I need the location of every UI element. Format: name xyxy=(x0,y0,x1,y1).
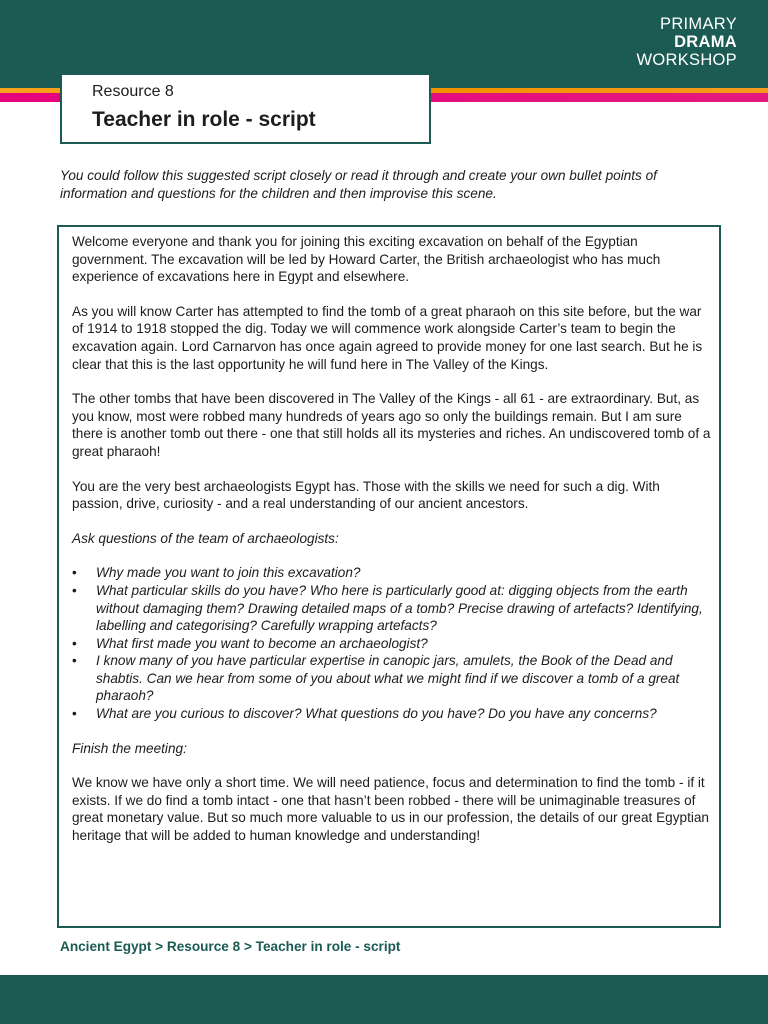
question-item xyxy=(72,635,712,653)
question-text: Why made you want to join this excavation? xyxy=(96,565,361,581)
breadcrumb: Ancient Egypt > Resource 8 > Teacher in role - script xyxy=(60,939,401,954)
brand-line-drama: DRAMA xyxy=(674,33,737,51)
question-text: What are you curious to discover? What questions do you have? Do you have any concerns? xyxy=(96,706,657,722)
question-item xyxy=(72,652,712,705)
script-box xyxy=(57,225,721,928)
script-content xyxy=(72,233,712,862)
resource-label: Resource 8 xyxy=(92,83,174,100)
script-paragraph-5: We know we have only a short time. We will need patience, focus and determination to find the tomb - if it exists. If we do find a tomb intact - one that hasn’t been robbed - there will be unimaginable treasures of great monetary value. But so much more valuable to us in our profession, the details of our great Egyptian heritage that will be added to human knowledge and understanding! xyxy=(72,775,709,844)
bullet-icon: • xyxy=(72,635,77,651)
question-list xyxy=(72,564,712,722)
intro-text: You could follow this suggested script closely or read it through and create your own bullet points of information and questions for the children and then improvise this scene. xyxy=(60,168,657,201)
script-paragraph-4: You are the very best archaeologists Egypt has. Those with the skills we need for such a dig. With passion, drive, curiosity - and a real understanding of our ancient ancestors. xyxy=(72,478,660,512)
brand-line-workshop: WORKSHOP xyxy=(636,51,737,69)
question-text: What particular skills do you have? Who here is particularly good at: digging objects from the earth without damaging them? Drawing detailed maps of a tomb? Precise drawing of artefacts? Identifying, labelling and categorising? Carefully wrapping artefacts? xyxy=(96,582,703,634)
brand-line-primary: PRIMARY xyxy=(660,15,737,33)
question-item xyxy=(72,582,712,635)
page-title: Teacher in role - script xyxy=(92,108,316,131)
bullet-icon: • xyxy=(72,653,77,669)
question-text: I know many of you have particular expertise in canopic jars, amulets, the Book of the Dead and shabtis. Can we hear from some of you about what we might find if we discover a tomb of a great pharaoh? xyxy=(96,653,680,704)
title-box xyxy=(60,73,431,144)
ask-questions-heading: Ask questions of the team of archaeologists: xyxy=(72,530,339,546)
bullet-icon: • xyxy=(72,582,77,598)
question-item xyxy=(72,564,712,582)
brand-logo xyxy=(637,15,738,69)
finish-meeting-heading: Finish the meeting: xyxy=(72,740,187,756)
script-paragraph-3: The other tombs that have been discovered in The Valley of the Kings - all 61 - are extraordinary. But, as you know, most were robbed many hundreds of years ago so only the buildings remain. But I am sure there is another tomb out there - one that still holds all its mysteries and riches. An undiscovered tomb of a great pharaoh! xyxy=(72,391,711,459)
footer-band xyxy=(0,975,768,1024)
script-paragraph-1: Welcome everyone and thank you for joining this exciting excavation on behalf of the Egyptian government. The excavation will be led by Howard Carter, the British archaeologist who has much experience of excavations here in Egypt and elsewhere. xyxy=(72,234,661,285)
question-item xyxy=(72,705,712,723)
question-text: What first made you want to become an archaeologist? xyxy=(96,635,428,651)
bullet-icon: • xyxy=(72,706,77,722)
bullet-icon: • xyxy=(72,565,77,581)
script-paragraph-2: As you will know Carter has attempted to find the tomb of a great pharaoh on this site before, but the war of 1914 to 1918 stopped the dig. Today we will commence work alongside Carter’s team to begin the excavation again. Lord Carnarvon has once again agreed to provide money for one last search. But he is clear that this is the last opportunity he will fund here in The Valley of the Kings. xyxy=(72,303,703,372)
